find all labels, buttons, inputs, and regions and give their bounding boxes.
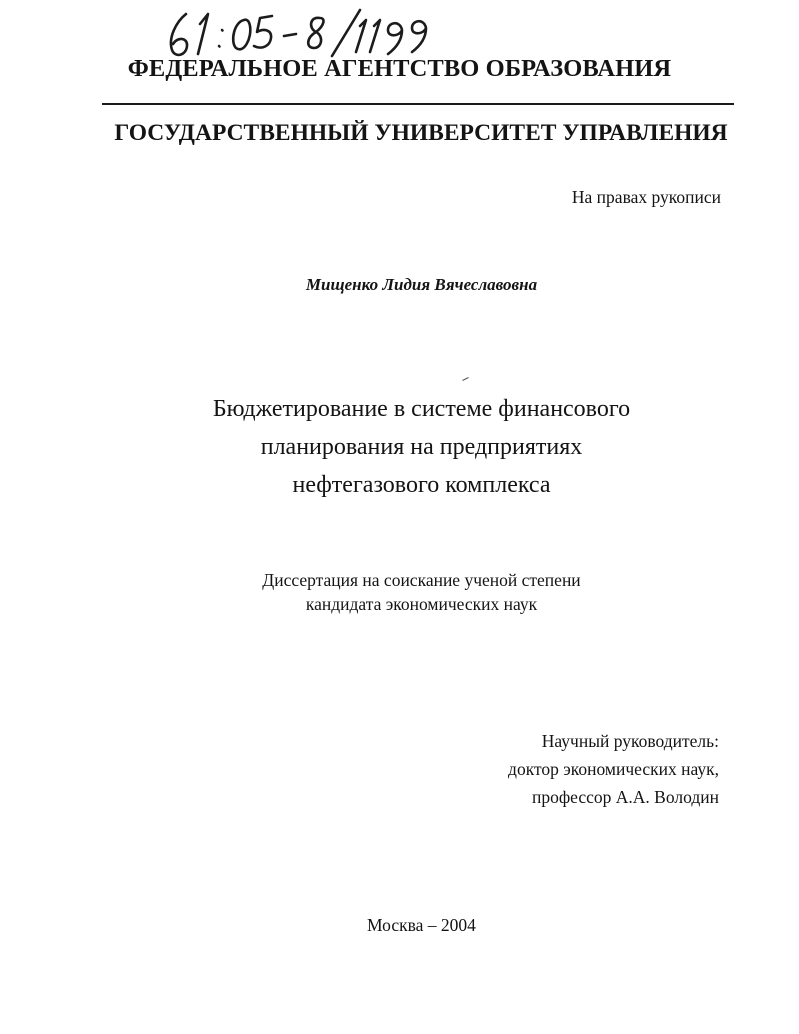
degree-statement <box>0 568 799 616</box>
dissertation-title <box>0 390 799 504</box>
author-name: Мищенко Лидия Вячеславовна <box>305 275 538 294</box>
university-name: ГОСУДАРСТВЕННЫЙ УНИВЕРСИТЕТ УПРАВЛЕНИЯ <box>114 120 728 146</box>
degree-line: Диссертация на соискание ученой степени <box>262 570 581 590</box>
supervisor-block <box>508 727 719 811</box>
agency-name: ФЕДЕРАЛЬНОЕ АГЕНТСТВО ОБРАЗОВАНИЯ <box>127 55 672 82</box>
city-year: Москва – 2004 <box>367 915 476 935</box>
scan-speck <box>462 368 469 372</box>
title-line: нефтегазового комплекса <box>292 472 551 498</box>
degree-line: кандидата экономических наук <box>305 594 538 614</box>
supervisor-line: профессор А.А. Володин <box>531 787 719 807</box>
manuscript-rights-note: На правах рукописи <box>571 187 721 207</box>
title-line: планирования на предприятиях <box>260 434 583 460</box>
supervisor-line: Научный руководитель: <box>541 731 719 751</box>
supervisor-line: доктор экономических наук, <box>508 759 719 779</box>
header-divider <box>102 103 734 105</box>
title-line: Бюджетирование в системе финансового <box>212 396 631 422</box>
